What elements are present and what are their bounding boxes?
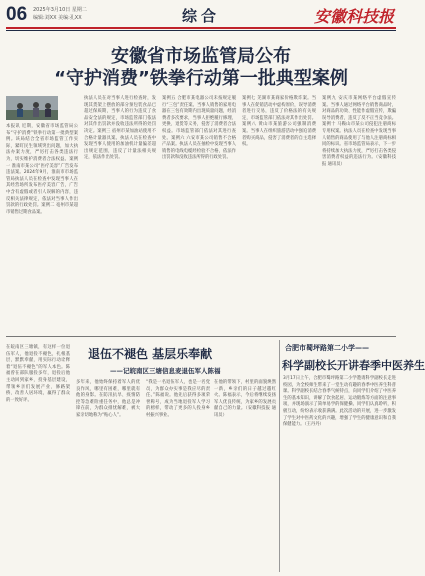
page-number: 06 [6,4,28,25]
feature-column-2: 多年来，他始终保持着军人的优良作风，哪里有困难，哪里就有他的身影。在防汛抗旱、疫情防控等急难险重任务中，他总是冲锋在前，为群众排忧解难，被大家亲切地称为“贴心人”。 [76,380,140,418]
editor-line: 编辑:刘XX 美编:孔XX [33,15,82,21]
article-photo [6,96,58,120]
masthead-logo: 安徽科技报 [313,7,394,26]
side-story-kicker: 合肥市蜀坪路第二小学—— [285,344,369,352]
feature-column-1: 在皖南区三塘镇，有这样一位退伍军人，他退役不褪色，扎根基层，默默奉献，用实际行动诠释着“退伍不褪色”的军人本色。陈福曾在部队服役多年，退役后他主动回到家乡，投身基层建设，带领乡亲们发展产业、修路架桥、改善人居环境，赢得了群众的一致好评。 [6,345,70,403]
header-rule-thin [6,30,396,31]
article-column-3: 案例五 合肥市某电器公司未按规定履行“三包”责任案。当事人销售的家用电器在三包有效期内出现质量问题，经消费者多次要求，当事人拒绝履行修理、更换、退货等义务，侵害了消费者合法权益。市场监管部门依法对其进行查处。案例六 六安市某公司销售不合格产品案。执法人员在抽检中发现当事人销售的电线电缆经检验不合格，依法作出罚款和没收违法所得的行政处罚。 [162,96,236,161]
article-column-4: 案例七 芜湖市某商家价格欺诈案。当事人在促销活动中虚构原价，误导消费者进行交易，违反了价格法的有关规定，市场监管部门依法对其作出处罚。案例八 黄山市某旅游公司强制消费案。当事人在组织旅游活动中强迫消费者购买商品，侵害了消费者的自主选择权。 [242,96,316,148]
article-column-1: 本报讯 近期，安徽省市场监管局公布“守护消费”铁拳行动第一批典型案例。该局结合全省市场监管工作实际，紧盯民生领域突出问题，加大执法办案力度，严厉打击各类违法行为，切实维护消费者合法权益。案例一 淮南市某公司“医疗美容”广告发布违法案。2024年9月，淮南市市场监管局执法人员在检查中发现当事人在其经营场所发布医疗美容广告，广告中含有虚假或者引人误解的内容，违反相关法律规定，依法对当事人作出罚款的行政处罚。案例二 亳州市某超市销售过期食品案。 [6,124,78,215]
date-line: 2025年3月10日 星期二 [33,7,87,13]
feature-subtitle: ——记皖南区三塘信息麦退伍军人陈福 [110,367,221,375]
section-divider [6,336,396,337]
side-story-body: 3月17日上午，合肥市蜀坪路第二小学邀请科学副校长走进校园，为全校师生带来了一堂生动有趣的春季中医养生科普课。科学副校长结合春季气候特点，向同学们介绍了中医养生的基本知识，讲解了饮食起居、运动锻炼等方面的注意事项，并现场演示了简单易学的保健操。同学们认真聆听，积极互动，纷纷表示收获满满。此次活动的开展，进一步激发了学生对中医药文化的兴趣，增强了学生的健康意识和自我保健能力。（王丹丹） [283,376,396,428]
section-name: 综合 [182,7,221,25]
page-header [6,4,396,26]
feature-column-3: “我是一名退伍军人，也是一名党员，为群众办实事是我应尽的责任。”陈福说。他先后获得多项荣誉称号，成为当地退役军人学习的榜样，带动了更多的人投身乡村振兴事业。 [146,380,210,418]
headline-line-2: “守护消费”铁拳行动第一批典型案例 [54,68,348,89]
feature-title: 退伍不褪色 基层乐奉献 [88,347,213,361]
article-column-2: 执法人员在对当事人进行检查时，发现其货架上摆放的部分预包装食品已超过保质期，当事人的行为违反了食品安全法的规定，市场监管部门依法对其作出罚款并没收违法所得的处罚决定。案例三 宿州市某加油站使用不合格计量器具案。执法人员在检查中发现当事人使用的加油机计量偏差超出规定范围，违反了计量法相关规定，依法作出处罚。 [84,96,156,161]
feature-column-4: 在他的带领下，村里的面貌焕然一新，乡亲们的日子越过越红火。陈福表示，今后将继续发扬军人优良传统，为家乡的发展贡献自己的力量。（安徽科技报 通讯员） [214,380,276,418]
side-story-title: 科学副校长开讲春季中医养生 [282,359,425,372]
header-rule [6,27,396,29]
headline-line-1: 安徽省市场监管局公布 [111,46,291,67]
column-divider [279,340,280,572]
date-editor-block [33,6,87,22]
article-column-5: 案例九 安庆市某网络平台虚假宣传案。当事人通过网络平台销售商品时，对商品的功效、性能作虚假宣传，欺骗误导消费者，违反了反不正当竞争法。案例十 马鞍山市某公司侵犯注册商标专用权案。执法人员在检查中发现当事人销售的商品使用了与他人注册商标相同的标识。省市场监管局表示，下一步将持续加大执法力度，严厉打击各类侵害消费者权益的违法行为。（安徽科技报 通讯员） [322,96,396,167]
